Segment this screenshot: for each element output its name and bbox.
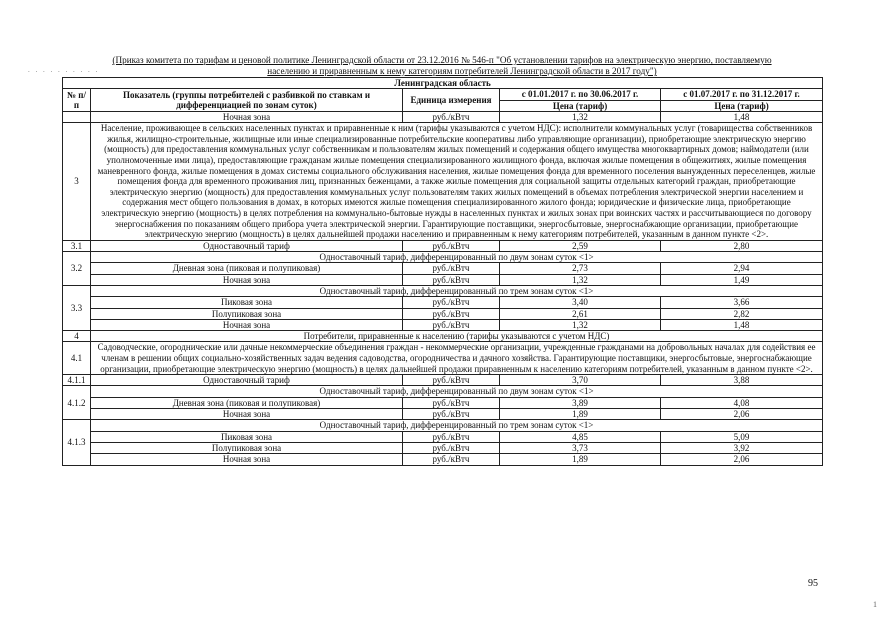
row-unit: руб./кВтч [403,263,500,274]
table-row [63,123,823,241]
row-value-2: 1,49 [661,274,823,285]
table-row [63,240,823,251]
row-value-1: 3,73 [500,442,661,453]
row-value-2: 3,92 [661,442,823,453]
row-unit: руб./кВтч [403,297,500,308]
row-value-1: 2,61 [500,308,661,319]
col-header-period-1: с 01.01.2017 г. по 30.06.2017 г. [500,89,661,100]
table-row [63,409,823,420]
edge-mark: 1 [873,600,877,609]
table-row [63,274,823,285]
section-description: Население, проживающее в сельских населенных пунктах и приравненные к ним (тарифы указываются с учетом НДС): исполнители коммунальных услуг (товарищества собственников жилья, жилищно-строительные, жилищные или иные специализированные потребительские кооперативы либо управляющие организации), приобретающие электрическую энергию (мощность) для предоставления коммунальных услуг собственникам и пользователям жилых помещений и содержания общего имущества многоквартирных домов; наймодатели (или уполномоченные ими лица), предоставляющие гражданам жилые помещения специализированного жилищного фонда, включая жилые помещения в общежитиях, жилые помещения маневренного фонда, жилые помещения в домах системы социального обслуживания населения, жилые помещения фонда для временного поселения вынужденных переселенцев, жилые помещения фонда для временного проживания лиц, признанных беженцами, а также жилые помещения для социальной защиты отдельных категорий граждан, приобретающие электрическую энергию (мощность) для предоставления коммунальных услуг пользователям таких жилых помещений в объемах потребления электрической энергии населением и содержания мест общего пользования в домах, в которых имеются жилые помещения специализированного жилого фонда; юридические и физические лица, приобретающие электрическую энергию (мощность) в целях потребления на коммунально-бытовые нужды в населенных пунктах и жилых зонах при воинских частях и рассчитывающиеся по договору энергоснабжения по показаниям общего прибора учета электрической энергии. Гарантирующие поставщики, энергосбытовые, энергоснабжающие организации, приобретающие электрическую энергию (мощность) в целях дальнейшей продажи населению и приравненным к нему категориям потребителей, указанным в данном пункте <2>. [91,123,823,241]
row-name: Ночная зона [91,319,403,330]
row-num: 3 [63,123,91,241]
row-name: Пиковая зона [91,297,403,308]
row-name: Одноставочный тариф [91,240,403,251]
row-value-1: 1,32 [500,274,661,285]
row-name: Полупиковая зона [91,308,403,319]
table-row [63,297,823,308]
row-name: Полупиковая зона [91,442,403,453]
page-number: 95 [808,578,818,589]
document-header [62,55,822,77]
row-value-1: 2,73 [500,263,661,274]
subsection-title: Одноставочный тариф, дифференцированный по трем зонам суток <1> [91,420,823,431]
row-value-2: 2,06 [661,454,823,465]
table-row [63,111,823,122]
row-unit: руб./кВтч [403,308,500,319]
table-row [63,397,823,408]
row-num: 4 [63,331,91,342]
table-row [63,252,823,263]
col-header-period-2: с 01.07.2017 г. по 31.12.2017 г. [661,89,823,100]
row-value-2: 4,08 [661,397,823,408]
section-description: Садоводческие, огороднические или дачные некоммерческие объединения граждан - некоммерческие организации, учрежденные гражданами на добровольных началах для содействия ее членам в решении общих социально-хозяйственных задач ведения садоводства, огородничества и дачного хозяйства. Гарантирующие поставщики, энергосбытовые, энергоснабжающие организации, приобретающие электрическую энергию (мощность) в целях дальнейшей продажи приравненным к населению категориям потребителей, указанным в данном пункте <2>. [91,342,823,375]
table-row [63,342,823,375]
row-value-1: 4,85 [500,431,661,442]
row-num: 4.1 [63,342,91,375]
row-value-1: 3,89 [500,397,661,408]
row-value-2: 1,48 [661,319,823,330]
row-value-1: 1,89 [500,454,661,465]
row-unit: руб./кВтч [403,454,500,465]
section-title: Потребители, приравненные к населению (тарифы указываются с учетом НДС) [91,331,823,342]
row-num: 3.3 [63,285,91,330]
row-unit: руб./кВтч [403,431,500,442]
region-title: Ленинградская область [63,78,823,89]
row-num [63,111,91,122]
row-name: Ночная зона [91,111,403,122]
table-row [63,331,823,342]
row-value-2: 1,48 [661,111,823,122]
table-row [63,420,823,431]
row-name: Пиковая зона [91,431,403,442]
header-line-1: (Приказ комитета по тарифам и ценовой политике Ленинградской области от 23.12.2016 № 546-п "Об установлении тарифов на электрическую энергию, поставляемую [112,55,772,65]
row-unit: руб./кВтч [403,319,500,330]
row-unit: руб./кВтч [403,274,500,285]
col-header-indicator: Показатель (группы потребителей с разбивкой по ставкам и дифференциацией по зонам суток) [91,89,403,112]
row-value-2: 2,94 [661,263,823,274]
row-value-2: 3,66 [661,297,823,308]
row-unit: руб./кВтч [403,409,500,420]
tariff-table [62,77,823,466]
row-num: 4.1.1 [63,375,91,386]
table-row [63,308,823,319]
col-header-num: № п/п [63,89,91,112]
row-unit: руб./кВтч [403,111,500,122]
row-value-1: 1,89 [500,409,661,420]
col-header-unit: Единица измерения [403,89,500,112]
table-row [63,375,823,386]
table-row [63,442,823,453]
subsection-title: Одноставочный тариф, дифференцированный по трем зонам суток <1> [91,285,823,296]
row-unit: руб./кВтч [403,397,500,408]
row-value-2: 2,80 [661,240,823,251]
row-name: Ночная зона [91,274,403,285]
row-value-1: 1,32 [500,111,661,122]
row-unit: руб./кВтч [403,442,500,453]
table-row [63,431,823,442]
row-num: 4.1.3 [63,420,91,465]
row-value-1: 3,40 [500,297,661,308]
table-row [63,454,823,465]
table-row [63,285,823,296]
row-name: Дневная зона (пиковая и полупиковая) [91,397,403,408]
row-name: Одноставочный тариф [91,375,403,386]
row-num: 3.1 [63,240,91,251]
row-name: Дневная зона (пиковая и полупиковая) [91,263,403,274]
row-num: 4.1.2 [63,386,91,420]
row-value-1: 1,32 [500,319,661,330]
row-name: Ночная зона [91,409,403,420]
header-line-2: населению и приравненным к нему категориям потребителей Ленинградской области в 2017 году") [267,66,657,76]
subsection-title: Одноставочный тариф, дифференцированный по двум зонам суток <1> [91,386,823,397]
row-value-2: 2,06 [661,409,823,420]
row-value-1: 3,70 [500,375,661,386]
subsection-title: Одноставочный тариф, дифференцированный по двум зонам суток <1> [91,252,823,263]
col-header-price-1: Цена (тариф) [500,100,661,111]
scan-artifact: . . . . . . . . . . [28,66,100,74]
row-value-2: 3,88 [661,375,823,386]
row-unit: руб./кВтч [403,240,500,251]
table-row [63,319,823,330]
row-unit: руб./кВтч [403,375,500,386]
col-header-price-2: Цена (тариф) [661,100,823,111]
row-value-2: 5,09 [661,431,823,442]
row-name: Ночная зона [91,454,403,465]
row-value-1: 2,59 [500,240,661,251]
table-row [63,263,823,274]
row-value-2: 2,82 [661,308,823,319]
row-num: 3.2 [63,252,91,286]
table-row [63,386,823,397]
